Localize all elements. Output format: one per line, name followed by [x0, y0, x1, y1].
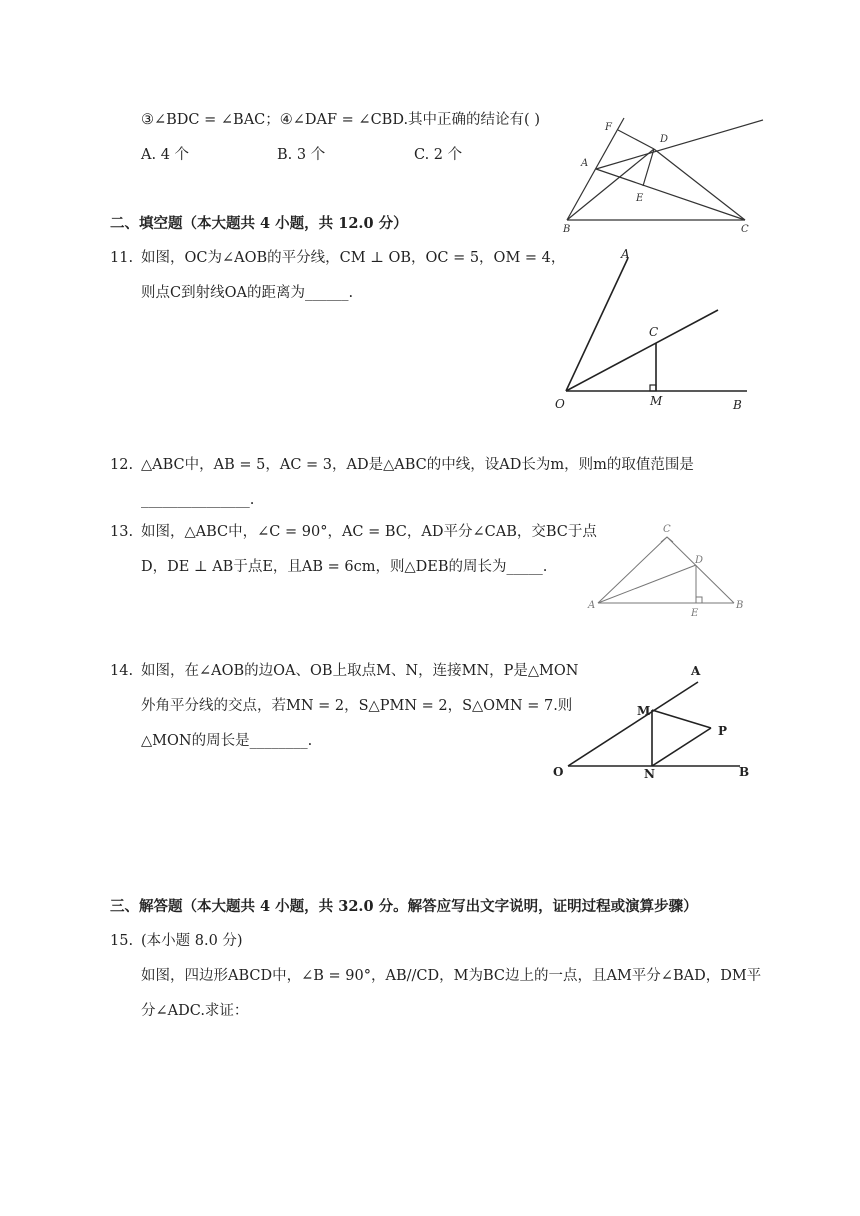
- q10-label-c: C: [741, 224, 749, 235]
- q13-line-2: D，DE ⊥ AB于点E，且AB = 6cm，则△DEB的周长为_____.: [141, 559, 548, 575]
- q10-line: ③∠BDC = ∠BAC；④∠DAF = ∠CBD.其中正确的结论有( ): [141, 112, 540, 128]
- q14-label-o: O: [553, 765, 564, 779]
- q11-number: 11.: [110, 250, 134, 266]
- q14-number: 14.: [110, 663, 134, 679]
- q15-line-2: 如图，四边形ABCD中，∠B = 90°，AB//CD，M为BC边上的一点，且AM平分∠BAD，DM平: [141, 968, 762, 984]
- q10-label-b: B: [563, 224, 571, 235]
- q10-option-a: A. 4 个: [141, 147, 190, 163]
- q10-option-c: C. 2 个: [414, 147, 463, 163]
- q13-line-1: 如图，△ABC中，∠C = 90°，AC = BC，AD平分∠CAB，交BC于点: [141, 524, 597, 540]
- q15-line-3: 分∠ADC.求证：: [141, 1003, 249, 1019]
- q11-label-a: A: [621, 247, 630, 261]
- q10-label-e: E: [636, 193, 644, 204]
- q15-line-1: (本小题 8.0 分): [141, 933, 243, 949]
- q10-label-a: A: [581, 158, 589, 169]
- q12-line-2: _______________.: [141, 492, 255, 508]
- q10-label-f: F: [605, 122, 612, 133]
- q13-label-c: C: [663, 524, 671, 535]
- q11-line-2: 则点C到射线OA的距离为______.: [141, 285, 354, 301]
- section-2-title: 二、填空题（本大题共 4 小题，共 12.0 分）: [110, 215, 408, 232]
- q14-line-2: 外角平分线的交点，若MN = 2，S△PMN = 2，S△OMN = 7.则: [141, 698, 573, 714]
- q11-label-b: B: [733, 398, 742, 412]
- q11-label-o: O: [555, 397, 565, 411]
- q14-line-3: △MON的周长是________.: [141, 733, 313, 749]
- q15-number: 15.: [110, 933, 134, 949]
- q10-option-b: B. 3 个: [277, 147, 326, 163]
- q13-label-d: D: [695, 555, 704, 566]
- q14-label-a: A: [691, 664, 701, 678]
- q11-label-c: C: [649, 325, 659, 339]
- q13-label-e: E: [691, 608, 699, 619]
- q14-line-1: 如图，在∠AOB的边OA、OB上取点M、N，连接MN，P是△MON: [141, 663, 579, 679]
- q11-label-m: M: [650, 394, 663, 408]
- q14-label-p: P: [718, 724, 728, 738]
- q13-number: 13.: [110, 524, 134, 540]
- q11-line-1: 如图，OC为∠AOB的平分线，CM ⊥ OB，OC = 5，OM = 4，: [141, 250, 566, 266]
- q14-label-m: M: [637, 704, 651, 718]
- q14-label-n: N: [644, 767, 655, 781]
- q12-number: 12.: [110, 457, 134, 473]
- q14-label-b: B: [739, 765, 750, 779]
- q12-line-1: △ABC中，AB = 5，AC = 3，AD是△ABC的中线，设AD长为m，则m的取值范围是: [141, 457, 694, 473]
- q13-label-a: A: [588, 600, 596, 611]
- q13-label-b: B: [736, 600, 744, 611]
- section-3-title: 三、解答题（本大题共 4 小题，共 32.0 分。解答应写出文字说明，证明过程或演算步骤）: [110, 898, 698, 915]
- q10-label-d: D: [660, 134, 669, 145]
